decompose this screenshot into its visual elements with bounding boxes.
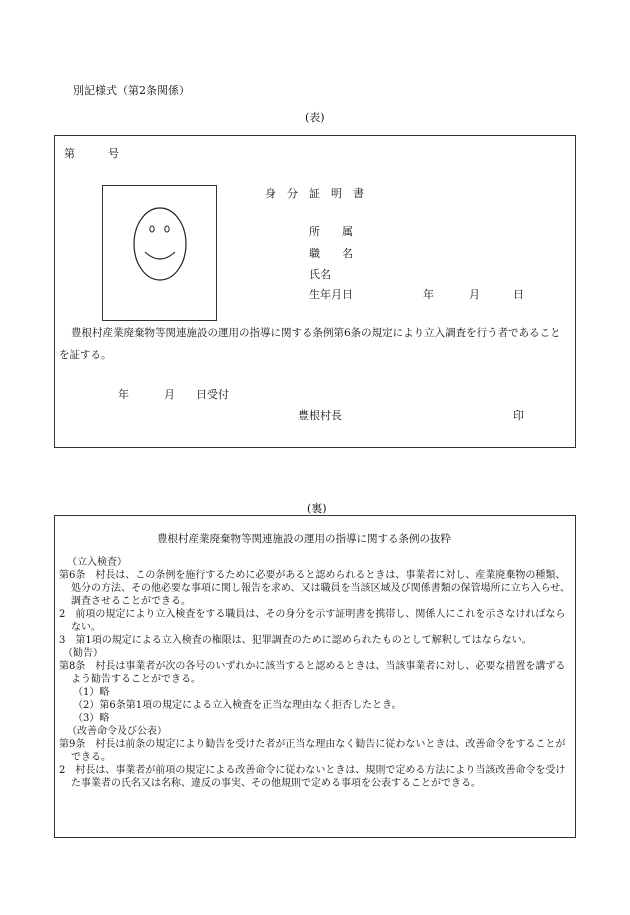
form-label: 別記様式（第2条関係） xyxy=(73,84,190,97)
caption-improvement-order: （改善命令及び公表） xyxy=(67,726,167,737)
article-6: 第6条 村長は、この条例を施行するために必要があると認められるときは、事業者に対し、産業廃棄物の種類、処分の方法、その他必要な事項に関し報告を求め、又は職員を当該区域及び関係書類の保管場所に立ち入らせ、調査させることができる。 xyxy=(59,570,570,607)
issuer: 豊根村長 xyxy=(298,409,342,422)
birthdate-day: 日 xyxy=(513,288,524,301)
birthdate-month: 月 xyxy=(469,288,480,301)
excerpt-body xyxy=(59,556,571,790)
photo-frame xyxy=(102,185,217,321)
back-excerpt-box xyxy=(54,515,576,838)
smiley-face-icon xyxy=(103,186,216,320)
certificate-statement: 豊根村産業廃棄物等関連施設の運用の指導に関する条例第6条の規定により立入調査を行う者であることを証する。 xyxy=(59,327,561,361)
field-affiliation: 所 属 xyxy=(309,225,353,238)
certificate-title: 身 分 証 明 書 xyxy=(265,187,364,200)
article-8: 第8条 村長は事業者が次の各号のいずれかに該当すると認めるときは、当該事業者に対し、必要な措置を講ずるよう勧告することができる。 xyxy=(59,661,566,685)
article-8-item-2: （2）第6条第1項の規定による立入検査を正当な理由なく拒否したとき。 xyxy=(73,700,402,711)
field-name: 氏名 xyxy=(309,268,331,281)
article-9-para-2: 2 村長は、事業者が前項の規定による改善命令に従わないときは、規則で定める方法により当該改善命令を受けた事業者の氏名又は名称、違反の事実、その他規則で定める事項を公表することができる。 xyxy=(59,765,566,789)
number-prefix: 第 xyxy=(64,147,75,160)
caption-inspection: （立入検査） xyxy=(67,557,127,568)
field-position: 職 名 xyxy=(309,247,353,260)
article-8-item-3: （3）略 xyxy=(73,713,110,724)
back-side-label: (裏) xyxy=(307,502,327,515)
excerpt-title: 豊根村産業廃棄物等関連施設の運用の指導に関する条例の抜粋 xyxy=(157,533,451,545)
issue-month: 月 xyxy=(164,388,175,401)
birthdate-year: 年 xyxy=(423,288,434,301)
article-8-item-1: （1）略 xyxy=(73,687,110,698)
issue-day: 日受付 xyxy=(196,388,229,401)
caption-recommendation: （勧告） xyxy=(63,648,103,659)
front-side-label: (表) xyxy=(305,111,325,124)
article-6-para-2: 2 前項の規定により立入検査をする職員は、その身分を示す証明書を携帯し、関係人にこれを示さなければならない。 xyxy=(59,609,566,633)
issue-year: 年 xyxy=(118,388,129,401)
front-certificate-box xyxy=(54,135,576,448)
article-6-para-3: 3 第1項の規定による立入検査の権限は、犯罪調査のために認められたものとして解釈してはならない。 xyxy=(59,635,532,646)
field-birthdate: 生年月日 xyxy=(309,288,353,301)
number-suffix: 号 xyxy=(108,147,119,160)
article-9: 第9条 村長は前条の規定により勧告を受けた者が正当な理由なく勧告に従わないときは、改善命令をすることができる。 xyxy=(59,739,566,763)
seal-mark: 印 xyxy=(513,409,524,422)
